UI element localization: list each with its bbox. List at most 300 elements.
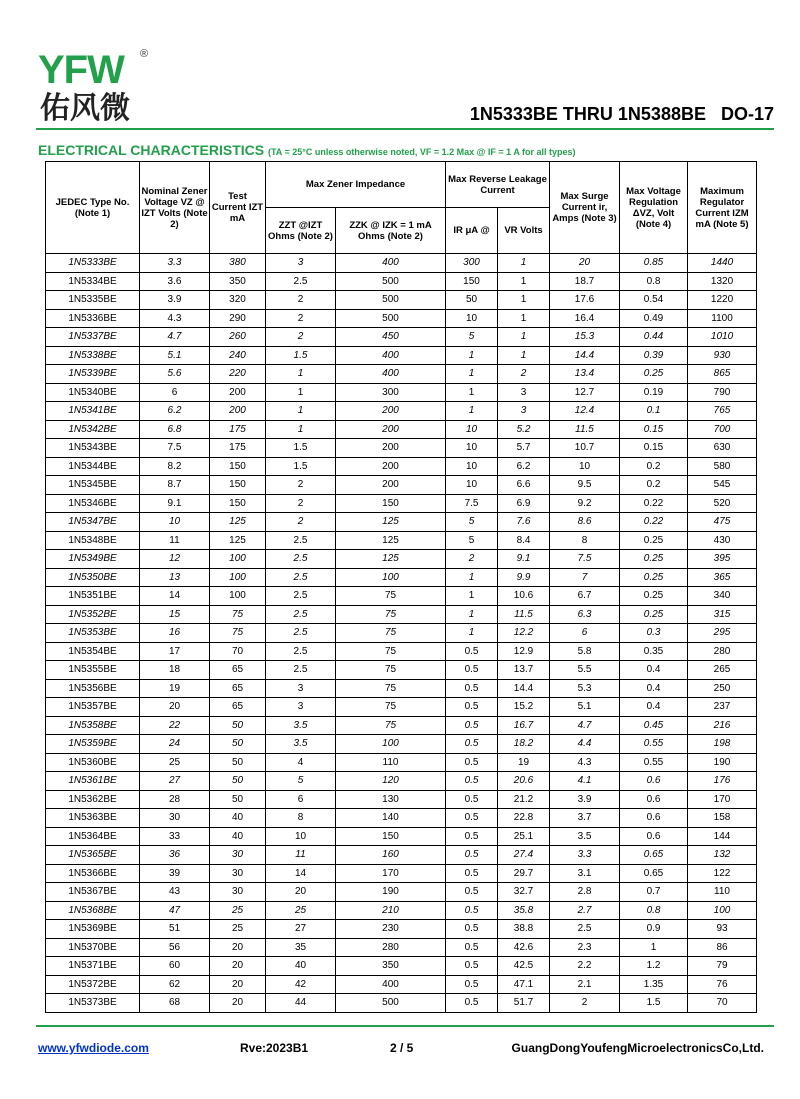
table-cell: 1N5346BE <box>46 494 140 513</box>
table-cell: 28 <box>140 790 210 809</box>
table-cell: 176 <box>688 772 757 791</box>
table-cell: 1N5338BE <box>46 346 140 365</box>
table-cell: 0.4 <box>620 661 688 680</box>
table-cell: 1N5369BE <box>46 920 140 939</box>
table-cell: 27 <box>140 772 210 791</box>
table-row <box>46 716 757 735</box>
table-cell: 0.5 <box>446 883 498 902</box>
table-row <box>46 827 757 846</box>
table-cell: 3.5 <box>266 716 336 735</box>
table-cell: 200 <box>336 402 446 421</box>
table-cell: 17.6 <box>550 291 620 310</box>
table-cell: 2 <box>266 309 336 328</box>
table-cell: 25 <box>210 920 266 939</box>
table-cell: 27 <box>266 920 336 939</box>
table-cell: 0.5 <box>446 938 498 957</box>
header-zzt: ZZT @IZT Ohms (Note 2) <box>266 208 336 254</box>
table-cell: 6 <box>140 383 210 402</box>
table-cell: 42.6 <box>498 938 550 957</box>
table-cell: 170 <box>688 790 757 809</box>
table-cell: 300 <box>446 254 498 273</box>
table-cell: 14 <box>266 864 336 883</box>
table-cell: 5 <box>446 531 498 550</box>
table-cell: 1N5368BE <box>46 901 140 920</box>
header-ir-label: IR μA <box>453 225 478 236</box>
table-cell: 1N5358BE <box>46 716 140 735</box>
website-link[interactable]: www.yfwdiode.com <box>38 1041 149 1055</box>
table-cell: 265 <box>688 661 757 680</box>
table-cell: 1N5350BE <box>46 568 140 587</box>
table-cell: 125 <box>210 513 266 532</box>
table-cell: 5 <box>446 513 498 532</box>
table-cell: 1N5349BE <box>46 550 140 569</box>
table-cell: 6.8 <box>140 420 210 439</box>
table-cell: 1N5344BE <box>46 457 140 476</box>
table-cell: 2.1 <box>550 975 620 994</box>
table-cell: 0.3 <box>620 624 688 643</box>
table-cell: 40 <box>266 957 336 976</box>
table-cell: 395 <box>688 550 757 569</box>
table-row <box>46 291 757 310</box>
table-cell: 0.22 <box>620 494 688 513</box>
table-cell: 190 <box>336 883 446 902</box>
table-cell: 100 <box>210 587 266 606</box>
table-cell: 6 <box>550 624 620 643</box>
table-cell: 8 <box>550 531 620 550</box>
table-cell: 0.45 <box>620 716 688 735</box>
table-cell: 0.25 <box>620 605 688 624</box>
table-cell: 75 <box>336 587 446 606</box>
table-cell: 38.8 <box>498 920 550 939</box>
table-cell: 79 <box>688 957 757 976</box>
table-cell: 50 <box>210 772 266 791</box>
table-cell: 5.1 <box>550 698 620 717</box>
table-row <box>46 957 757 976</box>
table-cell: 5 <box>446 328 498 347</box>
table-cell: 400 <box>336 254 446 273</box>
table-cell: 25 <box>266 901 336 920</box>
table-cell: 12 <box>140 550 210 569</box>
table-cell: 2 <box>446 550 498 569</box>
table-cell: 2.5 <box>266 531 336 550</box>
table-row <box>46 698 757 717</box>
table-row <box>46 309 757 328</box>
table-cell: 9.2 <box>550 494 620 513</box>
table-cell: 500 <box>336 272 446 291</box>
header-zener-impedance: Max Zener Impedance <box>266 162 446 208</box>
header-zzk: ZZK @ IZK = 1 mA Ohms (Note 2) <box>336 208 446 254</box>
table-row <box>46 938 757 957</box>
table-row <box>46 328 757 347</box>
table-cell: 30 <box>210 883 266 902</box>
table-cell: 1N5371BE <box>46 957 140 976</box>
table-cell: 24 <box>140 735 210 754</box>
table-cell: 4.3 <box>140 309 210 328</box>
table-cell: 6.2 <box>140 402 210 421</box>
table-cell: 0.5 <box>446 957 498 976</box>
table-cell: 1N5355BE <box>46 661 140 680</box>
table-cell: 86 <box>688 938 757 957</box>
table-cell: 10 <box>446 420 498 439</box>
table-cell: 1N5373BE <box>46 994 140 1013</box>
table-cell: 1 <box>446 365 498 384</box>
table-cell: 1N5334BE <box>46 272 140 291</box>
table-cell: 125 <box>336 513 446 532</box>
table-cell: 40 <box>210 827 266 846</box>
table-cell: 2 <box>498 365 550 384</box>
table-cell: 170 <box>336 864 446 883</box>
table-cell: 6 <box>266 790 336 809</box>
table-cell: 75 <box>210 624 266 643</box>
table-cell: 260 <box>210 328 266 347</box>
table-cell: 220 <box>210 365 266 384</box>
table-cell: 3.6 <box>140 272 210 291</box>
table-cell: 2 <box>266 494 336 513</box>
table-cell: 5.3 <box>550 679 620 698</box>
table-cell: 1N5363BE <box>46 809 140 828</box>
table-cell: 150 <box>210 494 266 513</box>
table-cell: 0.5 <box>446 901 498 920</box>
table-cell: 10 <box>140 513 210 532</box>
table-cell: 1N5347BE <box>46 513 140 532</box>
table-cell: 122 <box>688 864 757 883</box>
table-cell: 1 <box>446 346 498 365</box>
table-cell: 3.9 <box>550 790 620 809</box>
table-cell: 40 <box>210 809 266 828</box>
table-cell: 8.6 <box>550 513 620 532</box>
table-cell: 5.2 <box>498 420 550 439</box>
table-row <box>46 661 757 680</box>
table-cell: 10.7 <box>550 439 620 458</box>
table-row <box>46 494 757 513</box>
table-cell: 1N5351BE <box>46 587 140 606</box>
table-row <box>46 772 757 791</box>
table-cell: 0.5 <box>446 790 498 809</box>
table-cell: 280 <box>336 938 446 957</box>
table-cell: 20.6 <box>498 772 550 791</box>
table-cell: 47 <box>140 901 210 920</box>
revision-label: Rve:2023B1 <box>240 1041 309 1055</box>
table-cell: 4 <box>266 753 336 772</box>
table-cell: 0.25 <box>620 587 688 606</box>
table-cell: 1N5348BE <box>46 531 140 550</box>
table-cell: 125 <box>336 550 446 569</box>
table-cell: 51 <box>140 920 210 939</box>
table-cell: 13.7 <box>498 661 550 680</box>
table-cell: 30 <box>210 846 266 865</box>
table-cell: 1N5357BE <box>46 698 140 717</box>
table-row <box>46 790 757 809</box>
table-cell: 2.5 <box>266 272 336 291</box>
table-cell: 20 <box>210 957 266 976</box>
table-cell: 3 <box>498 383 550 402</box>
header-at-sign: @ <box>480 225 490 236</box>
table-cell: 520 <box>688 494 757 513</box>
table-cell: 51.7 <box>498 994 550 1013</box>
table-cell: 280 <box>688 642 757 661</box>
table-cell: 630 <box>688 439 757 458</box>
table-cell: 1.5 <box>266 439 336 458</box>
table-cell: 380 <box>210 254 266 273</box>
table-cell: 400 <box>336 975 446 994</box>
table-cell: 20 <box>550 254 620 273</box>
table-cell: 1440 <box>688 254 757 273</box>
table-cell: 7 <box>550 568 620 587</box>
table-cell: 10 <box>550 457 620 476</box>
table-cell: 1010 <box>688 328 757 347</box>
table-cell: 35.8 <box>498 901 550 920</box>
table-cell: 50 <box>210 790 266 809</box>
table-cell: 0.25 <box>620 531 688 550</box>
table-cell: 230 <box>336 920 446 939</box>
table-cell: 1N5366BE <box>46 864 140 883</box>
table-cell: 150 <box>446 272 498 291</box>
table-cell: 400 <box>336 346 446 365</box>
table-row <box>46 550 757 569</box>
table-cell: 10 <box>446 309 498 328</box>
table-cell: 200 <box>336 476 446 495</box>
table-cell: 39 <box>140 864 210 883</box>
table-row <box>46 679 757 698</box>
header-ir <box>446 208 498 254</box>
table-cell: 33 <box>140 827 210 846</box>
table-cell: 110 <box>336 753 446 772</box>
table-cell: 2.5 <box>266 587 336 606</box>
table-cell: 1N5339BE <box>46 365 140 384</box>
table-cell: 2.5 <box>266 624 336 643</box>
table-cell: 1N5337BE <box>46 328 140 347</box>
table-cell: 1 <box>446 402 498 421</box>
table-cell: 3 <box>266 254 336 273</box>
table-row <box>46 753 757 772</box>
table-cell: 1N5365BE <box>46 846 140 865</box>
table-cell: 250 <box>688 679 757 698</box>
table-cell: 200 <box>336 457 446 476</box>
table-cell: 50 <box>210 735 266 754</box>
table-cell: 0.15 <box>620 439 688 458</box>
table-cell: 20 <box>140 698 210 717</box>
table-cell: 1N5340BE <box>46 383 140 402</box>
header-voltage-regulation: Max Voltage Regulation ΔVZ, Volt (Note 4) <box>620 162 688 254</box>
table-cell: 240 <box>210 346 266 365</box>
table-row <box>46 383 757 402</box>
table-row <box>46 346 757 365</box>
table-cell: 70 <box>210 642 266 661</box>
table-cell: 0.25 <box>620 365 688 384</box>
table-cell: 0.25 <box>620 550 688 569</box>
table-cell: 100 <box>210 568 266 587</box>
table-cell: 237 <box>688 698 757 717</box>
table-cell: 140 <box>336 809 446 828</box>
table-cell: 1 <box>498 346 550 365</box>
table-cell: 200 <box>210 402 266 421</box>
table-cell: 2.5 <box>266 550 336 569</box>
table-cell: 290 <box>210 309 266 328</box>
table-cell: 200 <box>336 420 446 439</box>
table-cell: 15 <box>140 605 210 624</box>
table-cell: 0.2 <box>620 457 688 476</box>
table-row <box>46 439 757 458</box>
table-cell: 1N5345BE <box>46 476 140 495</box>
table-cell: 150 <box>336 827 446 846</box>
table-cell: 200 <box>210 383 266 402</box>
table-cell: 1N5364BE <box>46 827 140 846</box>
table-row <box>46 587 757 606</box>
table-cell: 93 <box>688 920 757 939</box>
table-row <box>46 809 757 828</box>
table-cell: 9.5 <box>550 476 620 495</box>
table-cell: 500 <box>336 291 446 310</box>
table-cell: 47.1 <box>498 975 550 994</box>
table-cell: 1.5 <box>266 457 336 476</box>
table-cell: 1 <box>446 605 498 624</box>
table-row <box>46 994 757 1013</box>
table-cell: 3.5 <box>266 735 336 754</box>
table-row <box>46 531 757 550</box>
table-cell: 400 <box>336 365 446 384</box>
table-cell: 75 <box>336 624 446 643</box>
table-cell: 20 <box>210 938 266 957</box>
table-cell: 0.7 <box>620 883 688 902</box>
table-cell: 36 <box>140 846 210 865</box>
table-cell: 0.55 <box>620 735 688 754</box>
table-row <box>46 642 757 661</box>
table-cell: 295 <box>688 624 757 643</box>
table-cell: 7.5 <box>140 439 210 458</box>
table-cell: 200 <box>336 439 446 458</box>
table-row <box>46 402 757 421</box>
table-cell: 3 <box>498 402 550 421</box>
table-cell: 75 <box>210 605 266 624</box>
table-cell: 22 <box>140 716 210 735</box>
company-name: GuangDongYoufengMicroelectronicsCo,Ltd. <box>511 1041 764 1055</box>
table-cell: 1N5367BE <box>46 883 140 902</box>
table-cell: 3.5 <box>550 827 620 846</box>
table-row <box>46 975 757 994</box>
table-row <box>46 735 757 754</box>
table-cell: 0.5 <box>446 994 498 1013</box>
table-cell: 18.7 <box>550 272 620 291</box>
table-cell: 2.5 <box>550 920 620 939</box>
table-cell: 5.1 <box>140 346 210 365</box>
table-cell: 50 <box>446 291 498 310</box>
table-cell: 1N5333BE <box>46 254 140 273</box>
table-cell: 13.4 <box>550 365 620 384</box>
table-cell: 1N5360BE <box>46 753 140 772</box>
table-cell: 1.5 <box>620 994 688 1013</box>
table-cell: 0.5 <box>446 920 498 939</box>
header-vr: VR Volts <box>498 208 550 254</box>
table-cell: 300 <box>336 383 446 402</box>
table-cell: 500 <box>336 994 446 1013</box>
table-cell: 5.8 <box>550 642 620 661</box>
table-cell: 10 <box>446 476 498 495</box>
table-cell: 16 <box>140 624 210 643</box>
table-cell: 19 <box>140 679 210 698</box>
table-cell: 0.5 <box>446 735 498 754</box>
table-cell: 75 <box>336 605 446 624</box>
table-cell: 3.3 <box>140 254 210 273</box>
header-regulator-current: Maximum Regulator Current IZM mA (Note 5) <box>688 162 757 254</box>
table-cell: 320 <box>210 291 266 310</box>
table-cell: 6.2 <box>498 457 550 476</box>
table-cell: 25 <box>210 901 266 920</box>
table-cell: 4.4 <box>550 735 620 754</box>
table-cell: 2 <box>266 476 336 495</box>
table-cell: 125 <box>336 531 446 550</box>
table-cell: 100 <box>336 735 446 754</box>
header-divider <box>36 128 774 130</box>
table-cell: 35 <box>266 938 336 957</box>
table-cell: 29.7 <box>498 864 550 883</box>
table-cell: 150 <box>336 494 446 513</box>
table-cell: 60 <box>140 957 210 976</box>
table-cell: 1N5343BE <box>46 439 140 458</box>
table-cell: 1N5342BE <box>46 420 140 439</box>
table-cell: 1320 <box>688 272 757 291</box>
table-cell: 68 <box>140 994 210 1013</box>
table-cell: 150 <box>210 457 266 476</box>
table-cell: 25 <box>140 753 210 772</box>
table-cell: 0.85 <box>620 254 688 273</box>
header-jedec-type: JEDEC Type No. (Note 1) <box>46 162 140 254</box>
table-cell: 2 <box>266 328 336 347</box>
table-cell: 0.1 <box>620 402 688 421</box>
table-cell: 930 <box>688 346 757 365</box>
table-cell: 1N5361BE <box>46 772 140 791</box>
table-cell: 0.5 <box>446 975 498 994</box>
table-cell: 4.3 <box>550 753 620 772</box>
table-row <box>46 365 757 384</box>
table-row <box>46 476 757 495</box>
table-row <box>46 457 757 476</box>
table-cell: 8.4 <box>498 531 550 550</box>
table-cell: 0.15 <box>620 420 688 439</box>
table-cell: 62 <box>140 975 210 994</box>
table-cell: 3 <box>266 698 336 717</box>
table-cell: 700 <box>688 420 757 439</box>
table-cell: 1 <box>266 402 336 421</box>
table-cell: 21.2 <box>498 790 550 809</box>
table-cell: 1N5362BE <box>46 790 140 809</box>
table-cell: 2 <box>550 994 620 1013</box>
header-test-current: Test Current IZT mA <box>210 162 266 254</box>
table-cell: 500 <box>336 309 446 328</box>
logo-chinese-text: 佑风微 <box>40 91 130 126</box>
table-cell: 0.5 <box>446 809 498 828</box>
table-cell: 0.6 <box>620 790 688 809</box>
table-cell: 17 <box>140 642 210 661</box>
table-cell: 110 <box>688 883 757 902</box>
table-cell: 0.5 <box>446 679 498 698</box>
table-cell: 1N5336BE <box>46 309 140 328</box>
table-cell: 0.2 <box>620 476 688 495</box>
table-cell: 2.2 <box>550 957 620 976</box>
table-cell: 12.7 <box>550 383 620 402</box>
table-cell: 190 <box>688 753 757 772</box>
table-cell: 8.2 <box>140 457 210 476</box>
table-cell: 0.5 <box>446 827 498 846</box>
table-cell: 7.6 <box>498 513 550 532</box>
table-cell: 2.3 <box>550 938 620 957</box>
table-cell: 0.6 <box>620 809 688 828</box>
electrical-characteristics-table <box>45 161 757 1013</box>
table-cell: 75 <box>336 642 446 661</box>
table-cell: 65 <box>210 661 266 680</box>
table-cell: 150 <box>210 476 266 495</box>
table-cell: 0.55 <box>620 753 688 772</box>
table-cell: 50 <box>210 753 266 772</box>
